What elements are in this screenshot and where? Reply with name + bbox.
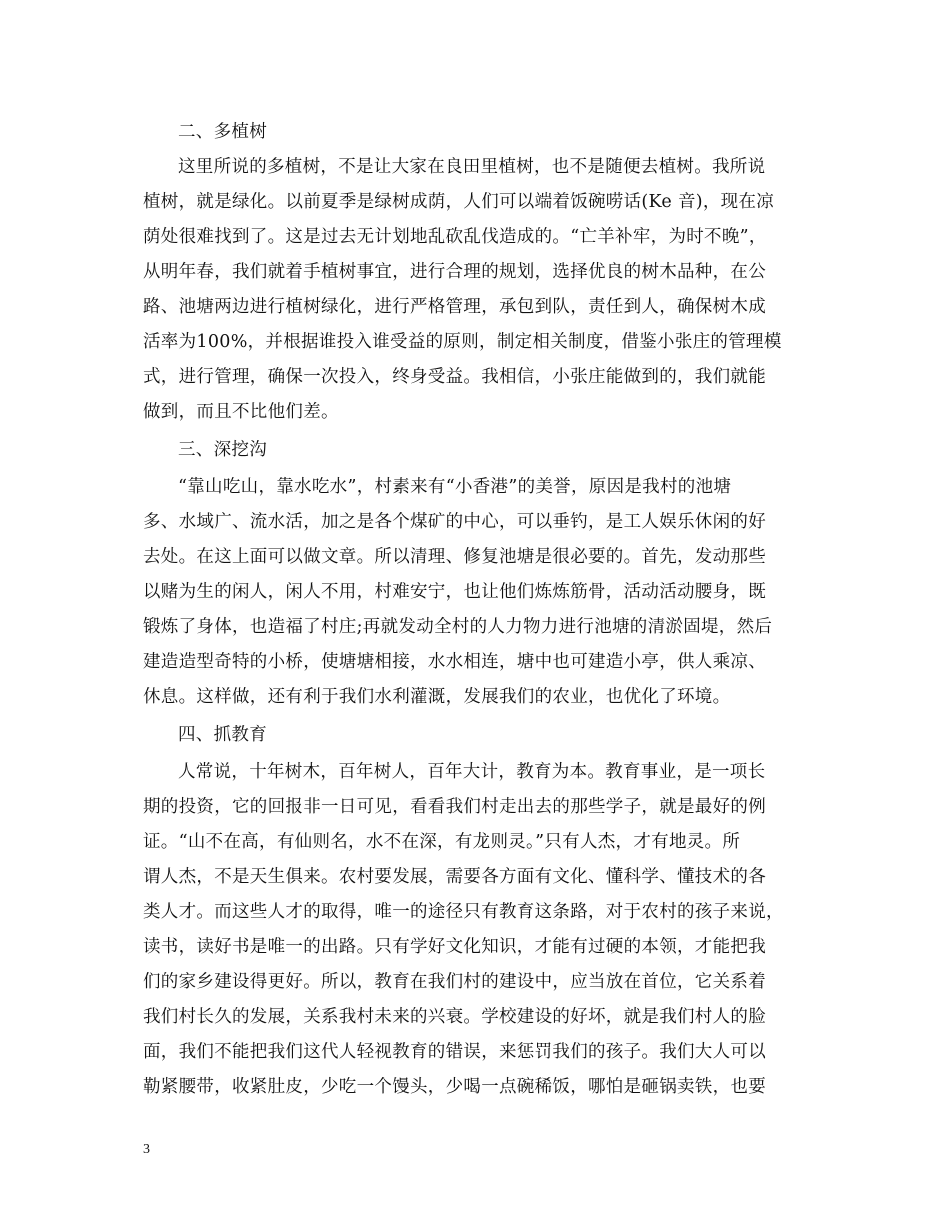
paragraph-line: 植树，就是绿化。以前夏季是绿树成荫，人们可以端着饭碗唠话(Ke 音)，现在凉 bbox=[143, 192, 775, 212]
paragraph-line: 休息。这样做，还有利于我们水利灌溉，发展我们的农业，也优化了环境。 bbox=[143, 687, 731, 707]
paragraph-line: 活率为100%，并根据谁投入谁受益的原则，制定相关制度，借鉴小张庄的管理模 bbox=[143, 332, 782, 352]
paragraph-line: 以赌为生的闲人，闲人不用，村难安宁，也让他们炼炼筋骨，活动活动腰身，既 bbox=[143, 582, 766, 602]
paragraph-line: 谓人杰，不是天生俱来。农村要发展，需要各方面有文化、懂科学、懂技术的各 bbox=[143, 867, 766, 887]
paragraph-line: 从明年春，我们就着手植树事宜，进行合理的规划，选择优良的树木品种，在公 bbox=[143, 262, 766, 282]
paragraph-line: 面，我们不能把我们这代人轻视教育的错误，来惩罚我们的孩子。我们大人可以 bbox=[143, 1042, 766, 1062]
paragraph-line: 读书，读好书是唯一的出路。只有学好文化知识，才能有过硬的本领，才能把我 bbox=[143, 937, 766, 957]
paragraph-line: 类人才。而这些人才的取得，唯一的途径只有教育这条路，对于农村的孩子来说， bbox=[143, 902, 784, 922]
paragraph-line: 们的家乡建设得更好。所以，教育在我们村的建设中，应当放在首位，它关系着 bbox=[143, 972, 766, 992]
paragraph-line: 多、水域广、流水活，加之是各个煤矿的中心，可以垂钓，是工人娱乐休闲的好 bbox=[143, 512, 766, 532]
section-heading: 三、深挖沟 bbox=[178, 440, 267, 460]
paragraph-line: 建造造型奇特的小桥，使塘塘相接，水水相连，塘中也可建造小亭，供人乘凉、 bbox=[143, 652, 766, 672]
page-number: 3 bbox=[143, 1142, 150, 1157]
paragraph-line: 式，进行管理，确保一次投入，终身受益。我相信，小张庄能做到的，我们就能 bbox=[143, 367, 766, 387]
paragraph-line: 勒紧腰带，收紧肚皮，少吃一个馒头，少喝一点碗稀饭，哪怕是砸锅卖铁，也要 bbox=[143, 1077, 766, 1097]
paragraph-line: 期的投资，它的回报非一日可见，看看我们村走出去的那些学子，就是最好的例 bbox=[143, 797, 766, 817]
paragraph-line: 我们村长久的发展，关系我村未来的兴衰。学校建设的好坏，就是我们村人的脸 bbox=[143, 1007, 766, 1027]
paragraph-line: 做到，而且不比他们差。 bbox=[143, 402, 339, 422]
paragraph-line: 荫处很难找到了。这是过去无计划地乱砍乱伐造成的。“亡羊补牢，为时不晚”， bbox=[143, 227, 767, 247]
section-heading: 四、抓教育 bbox=[178, 725, 267, 745]
paragraph-line: 人常说，十年树木，百年树人，百年大计，教育为本。教育事业，是一项长 bbox=[178, 762, 766, 782]
paragraph-line: 这里所说的多植树，不是让大家在良田里植树，也不是随便去植树。我所说 bbox=[178, 157, 766, 177]
section-heading: 二、多植树 bbox=[178, 122, 267, 142]
paragraph-line: 证。“山不在高，有仙则名，水不在深，有龙则灵。”只有人杰，才有地灵。所 bbox=[143, 832, 741, 852]
paragraph-line: 锻炼了身体，也造福了村庄;再就发动全村的人力物力进行池塘的清淤固堤，然后 bbox=[143, 617, 773, 637]
paragraph-line: 路、池塘两边进行植树绿化，进行严格管理，承包到队，责任到人，确保树木成 bbox=[143, 297, 766, 317]
paragraph-line: “靠山吃山，靠水吃水”，村素来有“小香港”的美誉，原因是我村的池塘 bbox=[178, 477, 732, 497]
paragraph-line: 去处。在这上面可以做文章。所以清理、修复池塘是很必要的。首先，发动那些 bbox=[143, 547, 766, 567]
